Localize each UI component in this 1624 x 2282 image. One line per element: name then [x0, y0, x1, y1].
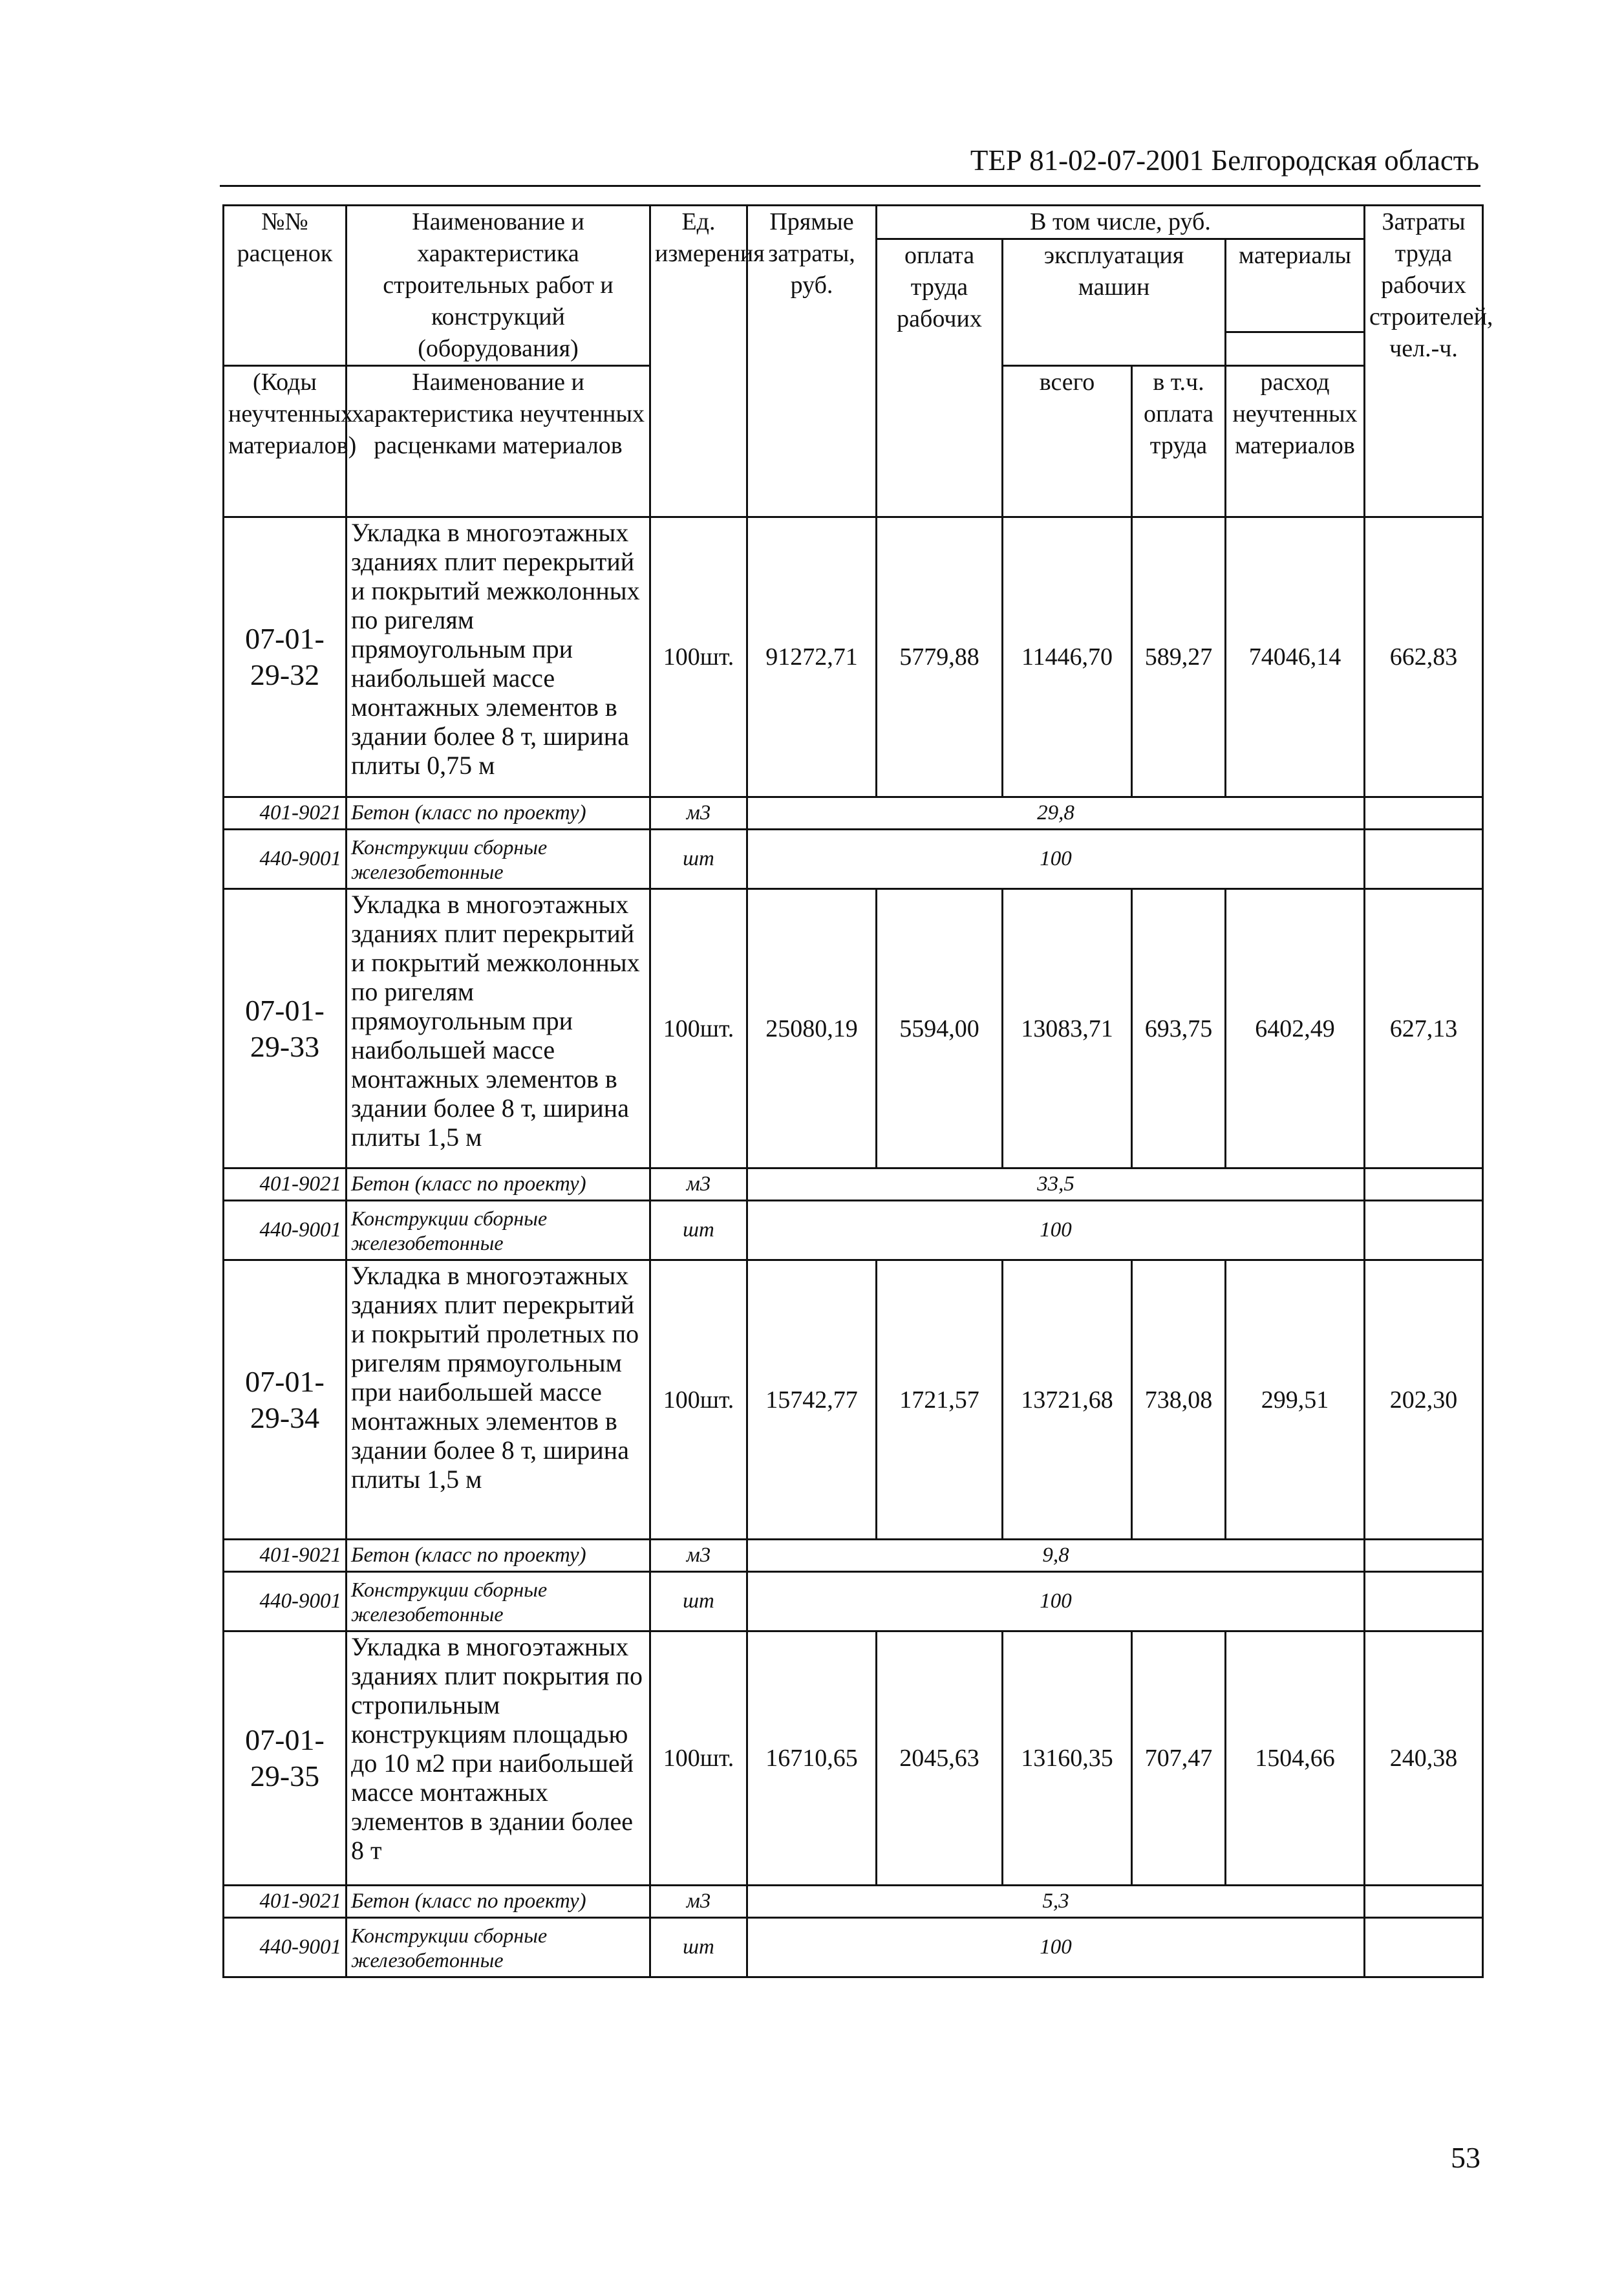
table-row: [224, 1631, 1483, 1886]
material-unit: шт: [650, 1918, 747, 1977]
machines-wages: 693,75: [1132, 889, 1226, 1168]
rate-code: 07-01-29-33: [224, 889, 347, 1168]
material-row: [224, 830, 1483, 889]
direct-cost: 16710,65: [747, 1631, 877, 1886]
wages-cost: 2045,63: [877, 1631, 1003, 1886]
material-row: [224, 1886, 1483, 1918]
material-name: Бетон (класс по проекту): [347, 797, 650, 830]
materials-cost: 6402,49: [1226, 889, 1365, 1168]
col-header-mat-name: Наименование и характеристика неучтенных расценками материалов: [347, 366, 650, 517]
direct-cost: 91272,71: [747, 517, 877, 797]
material-row: [224, 797, 1483, 830]
direct-cost: 25080,19: [747, 889, 877, 1168]
material-name: Конструкции сборные железобетонные: [347, 1918, 650, 1977]
direct-cost: 15742,77: [747, 1260, 877, 1540]
material-quantity: 29,8: [747, 797, 1365, 830]
col-header-unit: Ед. измерения: [650, 206, 747, 517]
material-name: Бетон (класс по проекту): [347, 1168, 650, 1201]
material-code: 440-9001: [224, 1572, 347, 1631]
rate-unit: 100шт.: [650, 517, 747, 797]
machines-total: 11446,70: [1003, 517, 1132, 797]
material-unit: м3: [650, 1540, 747, 1572]
rate-description: Укладка в многоэтажных зданиях плит перекрытий и покрытий пролетных по ригелям прямоугольным при наибольшей массе монтажных элементов в здании более 8 т, ширина плиты 1,5 м: [347, 1260, 650, 1540]
material-name: Конструкции сборные железобетонные: [347, 1201, 650, 1260]
machines-total: 13721,68: [1003, 1260, 1132, 1540]
material-row: [224, 1540, 1483, 1572]
material-name: Бетон (класс по проекту): [347, 1540, 650, 1572]
material-code: 440-9001: [224, 830, 347, 889]
col-header-labor: Затраты труда рабочих строителей, чел.-ч.: [1365, 206, 1483, 517]
rate-code: 07-01-29-32: [224, 517, 347, 797]
col-header-including: В том числе, руб.: [877, 206, 1365, 239]
machines-wages: 589,27: [1132, 517, 1226, 797]
labor-hours: 240,38: [1365, 1631, 1483, 1886]
material-name: Бетон (класс по проекту): [347, 1886, 650, 1918]
col-header-direct: Прямые затраты, руб.: [747, 206, 877, 517]
wages-cost: 5779,88: [877, 517, 1003, 797]
material-row: [224, 1201, 1483, 1260]
material-row: [224, 1572, 1483, 1631]
table-row: [224, 1260, 1483, 1540]
material-unit: шт: [650, 830, 747, 889]
material-quantity: 5,3: [747, 1886, 1365, 1918]
material-name: Конструкции сборные железобетонные: [347, 1572, 650, 1631]
page-number: 53: [1451, 2141, 1480, 2174]
rates-table: [222, 204, 1493, 1978]
material-code: 401-9021: [224, 1540, 347, 1572]
rate-description: Укладка в многоэтажных зданиях плит перекрытий и покрытий межколонных по ригелям прямоугольным при наибольшей массе монтажных элементов в здании более 8 т, ширина плиты 0,75 м: [347, 517, 650, 797]
col-header-machines: эксплуатация машин: [1003, 239, 1226, 366]
materials-cost: 74046,14: [1226, 517, 1365, 797]
material-code: 401-9021: [224, 797, 347, 830]
machines-wages: 707,47: [1132, 1631, 1226, 1886]
rate-unit: 100шт.: [650, 889, 747, 1168]
material-name: Конструкции сборные железобетонные: [347, 830, 650, 889]
rate-description: Укладка в многоэтажных зданиях плит перекрытий и покрытий межколонных по ригелям прямоугольным при наибольшей массе монтажных элементов в здании более 8 т, ширина плиты 1,5 м: [347, 889, 650, 1168]
materials-cost: 299,51: [1226, 1260, 1365, 1540]
col-header-mat-code: (Коды неучтенных материалов): [224, 366, 347, 517]
col-header-name: Наименование и характеристика строительных работ и конструкций (оборудования): [347, 206, 650, 366]
material-row: [224, 1168, 1483, 1201]
material-code: 401-9021: [224, 1168, 347, 1201]
col-header-mach-wages: в т.ч. оплата труда: [1132, 366, 1226, 517]
col-header-wages: оплата труда рабочих: [877, 239, 1003, 517]
material-quantity: 100: [747, 830, 1365, 889]
material-unit: м3: [650, 797, 747, 830]
rate-code: 07-01-29-34: [224, 1260, 347, 1540]
material-code: 401-9021: [224, 1886, 347, 1918]
document-header: ТЕР 81-02-07-2001 Белгородская область: [970, 144, 1479, 177]
material-code: 440-9001: [224, 1201, 347, 1260]
wages-cost: 1721,57: [877, 1260, 1003, 1540]
material-quantity: 100: [747, 1201, 1365, 1260]
col-header-mach-total: всего: [1003, 366, 1132, 517]
labor-hours: 202,30: [1365, 1260, 1483, 1540]
rate-unit: 100шт.: [650, 1631, 747, 1886]
material-unit: м3: [650, 1886, 747, 1918]
machines-total: 13083,71: [1003, 889, 1132, 1168]
rate-unit: 100шт.: [650, 1260, 747, 1540]
machines-wages: 738,08: [1132, 1260, 1226, 1540]
material-unit: шт: [650, 1201, 747, 1260]
col-header-code: №№ расценок: [224, 206, 347, 366]
material-quantity: 100: [747, 1572, 1365, 1631]
machines-total: 13160,35: [1003, 1631, 1132, 1886]
material-quantity: 100: [747, 1918, 1365, 1977]
rate-code: 07-01-29-35: [224, 1631, 347, 1886]
table-header-row: [224, 206, 1483, 239]
header-rule: [220, 185, 1480, 187]
material-quantity: 9,8: [747, 1540, 1365, 1572]
col-header-materials: материалы: [1226, 239, 1365, 332]
labor-hours: 662,83: [1365, 517, 1483, 797]
wages-cost: 5594,00: [877, 889, 1003, 1168]
labor-hours: 627,13: [1365, 889, 1483, 1168]
material-unit: м3: [650, 1168, 747, 1201]
material-quantity: 33,5: [747, 1168, 1365, 1201]
table-row: [224, 517, 1483, 797]
material-row: [224, 1918, 1483, 1977]
material-unit: шт: [650, 1572, 747, 1631]
materials-cost: 1504,66: [1226, 1631, 1365, 1886]
col-header-mat-use: расход неучтенных материалов: [1226, 366, 1365, 517]
material-code: 440-9001: [224, 1918, 347, 1977]
table-row: [224, 889, 1483, 1168]
rate-description: Укладка в многоэтажных зданиях плит покрытия по стропильным конструкциям площадью до 10 м2 при наибольшей массе монтажных элементов в здании более 8 т: [347, 1631, 650, 1886]
